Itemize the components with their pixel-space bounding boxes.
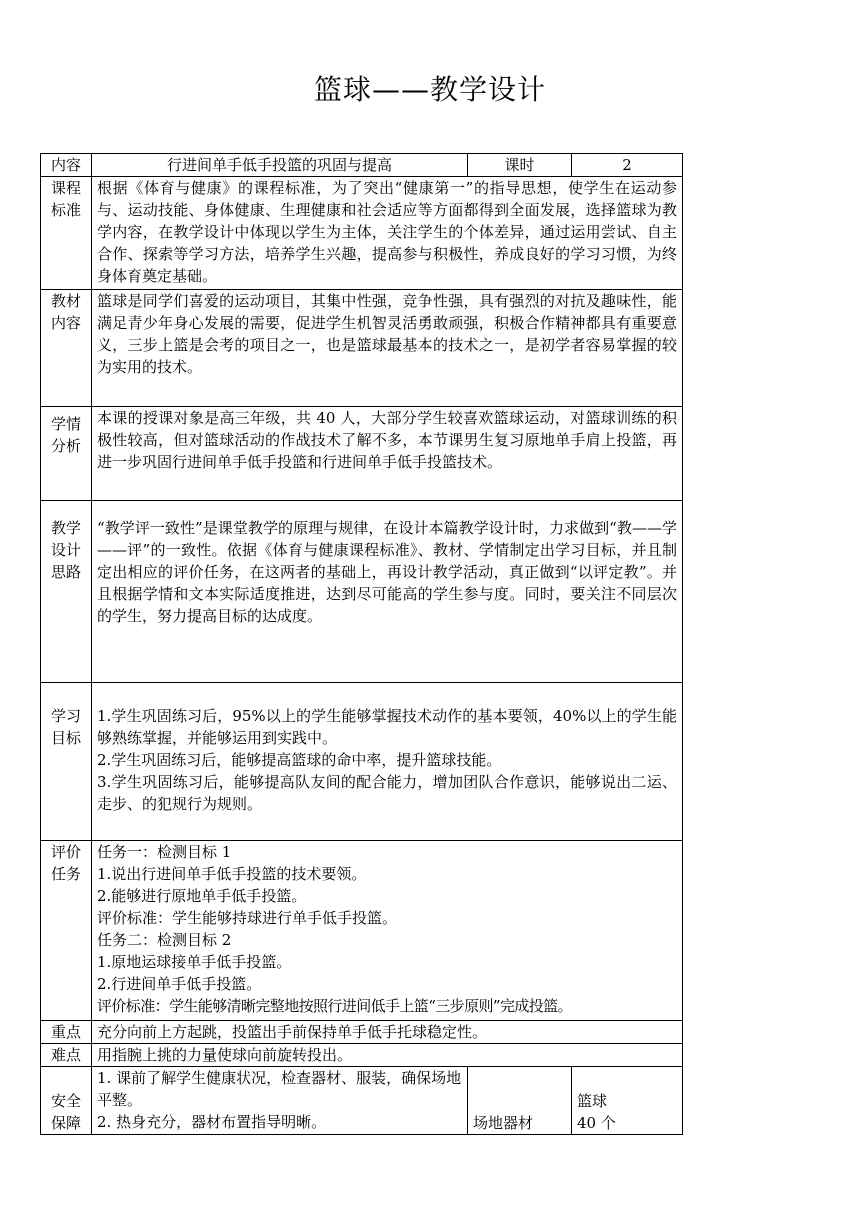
goals-label: 学习目标 [41,683,92,841]
content-label: 内容 [41,154,92,177]
design-text: “教学评一致性”是课堂教学的原理与规律，在设计本篇教学设计时，力求做到“教——学——评”的一致性。依据《体育与健康课程标准》、教材、学情制定出学习目标，并且制定出相应的评价任务，在这两者的基础上，再设计教学活动，真正做到“以评定教”。并且根据学情和文本实际适度推进，达到尽可能高的学生参与度。同时，要关注不同层次的学生，努力提高目标的达成度。 [92,501,683,683]
evaluation-label: 评价任务 [41,841,92,1021]
evaluation-row [41,841,683,1021]
material-row [41,290,683,407]
safety-item: 2. 热身充分，器材布置指导明晰。 [97,1113,327,1131]
evaluation-line: 评价标准：学生能够持球进行单手低手投篮。 [97,909,398,927]
design-row [41,501,683,683]
key-point-label: 重点 [41,1021,92,1044]
equipment-value [572,1067,683,1135]
evaluation-line: 评价标准：学生能够清晰完整地按照行进间低手上篮“三步原则”完成投篮。 [97,997,572,1015]
curriculum-label: 课程标准 [41,177,92,290]
goals-row [41,683,683,841]
safety-item: 1. 课前了解学生健康状况，检查器材、服装，确保场地平整。 [97,1069,462,1109]
analysis-text: 本课的授课对象是高三年级，共 40 人，大部分学生较喜欢篮球运动，对篮球训练的积极性较高，但对篮球活动的作战技术了解不多，本节课男生复习原地单手肩上投篮，再进一步巩固行进间单手低手投篮和行进间单手低手投篮技术。 [92,407,683,501]
curriculum-text: 根据《体育与健康》的课程标准，为了突出“健康第一”的指导思想，使学生在运动参与、运动技能、身体健康、生理健康和社会适应等方面都得到全面发展，选择篮球为教学内容，在教学设计中体现以学生为主体，关注学生的个体差异，通过运用尝试、自主合作、探索等学习方法，培养学生兴趣，提高参与积极性，养成良好的学习习惯，为终身体育奠定基础。 [92,177,683,290]
key-point-row [41,1021,683,1044]
analysis-label: 学情分析 [41,407,92,501]
design-label: 教学设计思路 [41,501,92,683]
goal-item: 3.学生巩固练习后，能够提高队友间的配合能力，增加团队合作意识，能够说出二运、走步、的犯规行为规则。 [97,773,678,813]
safety-cell [92,1067,468,1135]
difficulty-label: 难点 [41,1044,92,1067]
analysis-row [41,407,683,501]
safety-row [41,1067,683,1135]
material-text: 篮球是同学们喜爱的运动项目，其集中性强，竞争性强，具有强烈的对抗及趣味性，能满足青少年身心发展的需要，促进学生机智灵活勇敢顽强，积极合作精神都具有重要意义，三步上篮是会考的项目之一，也是篮球最基本的技术之一，是初学者容易掌握的较为实用的技术。 [92,290,683,407]
header-row [41,154,683,177]
goal-item: 1.学生巩固练习后，95%以上的学生能够掌握技术动作的基本要领，40%以上的学生能够熟练掌握，并能够运用到实践中。 [97,707,678,747]
lesson-plan-table [40,153,683,1135]
key-point-text: 充分向前上方起跳，投篮出手前保持单手低手托球稳定性。 [92,1021,683,1044]
evaluation-line: 任务一：检测目标 1 [97,843,232,861]
difficulty-row [41,1044,683,1067]
period-value: 2 [572,154,683,177]
page-title: 篮球——教学设计 [313,73,546,106]
content-value: 行进间单手低手投篮的巩固与提高 [92,154,468,177]
evaluation-cell [92,841,683,1021]
evaluation-line: 2.能够进行原地单手低手投篮。 [97,887,307,905]
material-label: 教材内容 [41,290,92,407]
equipment-label: 场地器材 [468,1067,572,1135]
goal-item: 2.学生巩固练习后，能够提高篮球的命中率，提升篮球技能。 [97,751,502,769]
evaluation-line: 任务二：检测目标 2 [97,931,232,949]
equipment-value-text: 篮球 40 个 [577,1092,616,1132]
difficulty-text: 用指腕上挑的力量使球向前旋转投出。 [92,1044,683,1067]
evaluation-line: 2.行进间单手低手投篮。 [97,975,262,993]
curriculum-row [41,177,683,290]
period-label: 课时 [468,154,572,177]
safety-label: 安全保障 [41,1067,92,1135]
evaluation-line: 1.说出行进间单手低手投篮的技术要领。 [97,865,367,883]
goals-cell [92,683,683,841]
evaluation-line: 1.原地运球接单手低手投篮。 [97,953,292,971]
